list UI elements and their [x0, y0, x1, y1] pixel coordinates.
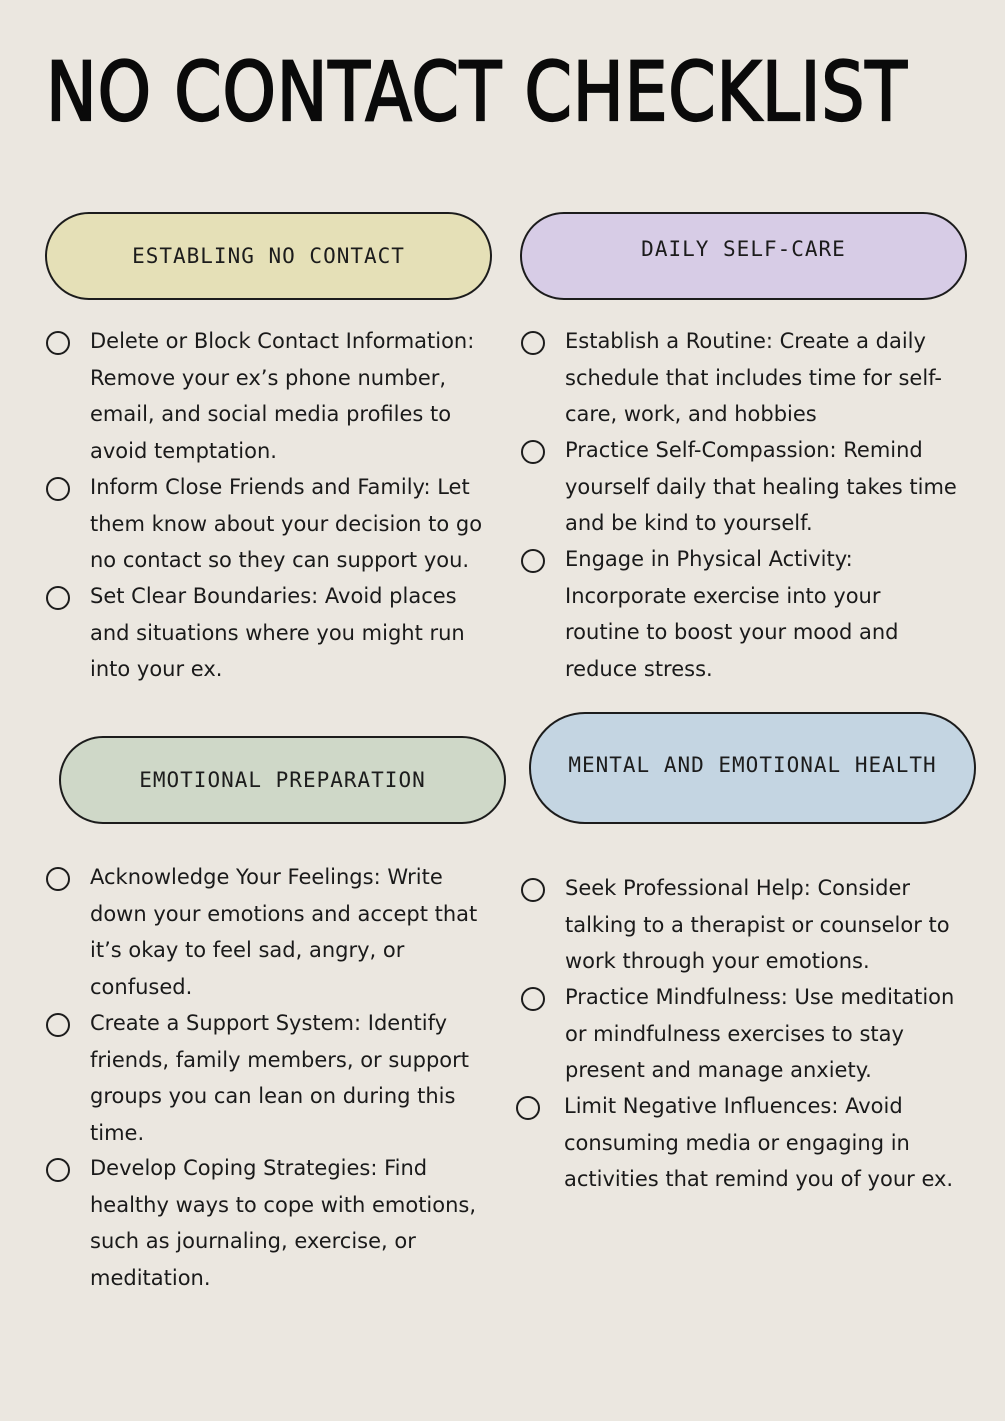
checklist-item-text: Seek Professional Help: Consider talking to a therapist or counselor to work through your emotions.: [565, 876, 950, 973]
section-header-establishing-no-contact: [45, 212, 492, 300]
checkbox-circle-icon[interactable]: [46, 586, 70, 610]
checklist-item-text: Establish a Routine: Create a daily schedule that includes time for self- care, work, and hobbies: [565, 329, 942, 426]
checkbox-circle-icon[interactable]: [521, 987, 545, 1011]
checklist-item-text: Limit Negative Influences: Avoid consuming media or engaging in activities that remind you of your ex.: [564, 1094, 954, 1191]
checkbox-circle-icon[interactable]: [46, 331, 70, 355]
checkbox-circle-icon[interactable]: [46, 867, 70, 891]
page-title: NO CONTACT CHECKLIST: [46, 46, 908, 140]
checklist-item-text: Create a Support System: Identify friends, family members, or support groups you can lean on during this time.: [90, 1011, 469, 1145]
checklist-item-text: Engage in Physical Activity: Incorporate exercise into your routine to boost your mood and reduce stress.: [565, 547, 899, 681]
checklist-item-text: Delete or Block Contact Information: Remove your ex’s phone number, email, and social media profiles to avoid temptation.: [90, 329, 475, 463]
checklist-item-text: Acknowledge Your Feelings: Write down your emotions and accept that it’s okay to feel sad, angry, or confused.: [90, 865, 478, 999]
checkbox-circle-icon[interactable]: [521, 440, 545, 464]
checklist-item-text: Practice Mindfulness: Use meditation or mindfulness exercises to stay present and manage anxiety.: [565, 985, 955, 1082]
checkbox-circle-icon[interactable]: [521, 331, 545, 355]
checklist-item-text: Inform Close Friends and Family: Let them know about your decision to go no contact so they can support you.: [90, 475, 483, 572]
section-header-emotional-preparation: [59, 736, 506, 824]
section-heading: DAILY SELF-CARE: [641, 237, 846, 261]
checklist-item-text: Practice Self-Compassion: Remind yourself daily that healing takes time and be kind to yourself.: [565, 438, 957, 535]
checkbox-circle-icon[interactable]: [46, 477, 70, 501]
section-header-mental-and-emotional-health: [529, 712, 976, 824]
section-heading: MENTAL AND EMOTIONAL HEALTH: [568, 753, 937, 777]
section-heading: ESTABLING NO CONTACT: [132, 244, 405, 268]
checkbox-circle-icon[interactable]: [521, 549, 545, 573]
checklist-item-text: Set Clear Boundaries: Avoid places and situations where you might run into your ex.: [90, 584, 465, 681]
checkbox-circle-icon[interactable]: [516, 1096, 540, 1120]
checkbox-circle-icon[interactable]: [46, 1158, 70, 1182]
checkbox-circle-icon[interactable]: [521, 878, 545, 902]
section-heading: EMOTIONAL PREPARATION: [139, 768, 426, 792]
section-header-daily-self-care: [520, 212, 967, 300]
checklist-item-text: Develop Coping Strategies: Find healthy ways to cope with emotions, such as journaling, exercise, or meditation.: [90, 1156, 477, 1290]
checkbox-circle-icon[interactable]: [46, 1013, 70, 1037]
